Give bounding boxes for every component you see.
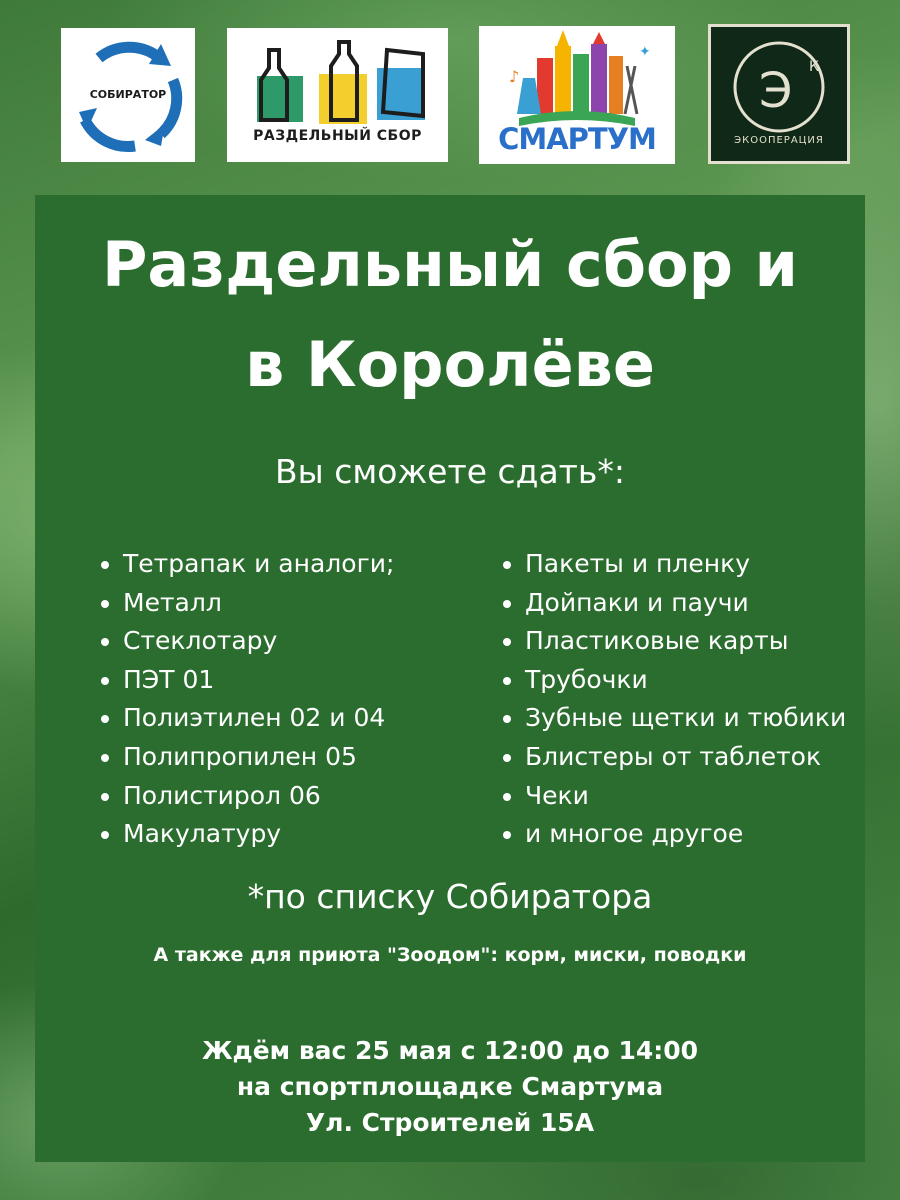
list-item: ПЭТ 01 (99, 661, 394, 700)
event-venue: на спортплощадке Смартума (236, 1072, 664, 1101)
footnote: *по списку Собиратора (247, 877, 653, 916)
title-line-1: Раздельный сбор и (101, 228, 799, 301)
sobirator-logo-text: СОБИРАТОР (89, 88, 167, 101)
list-item: Полипропилен 05 (99, 738, 394, 777)
svg-text:✦: ✦ (639, 44, 651, 60)
list-item: Блистеры от таблеток (501, 738, 846, 777)
ekooperatsiya-logo (708, 24, 850, 164)
title-line-2: в Королёве (245, 328, 655, 401)
svg-text:♪: ♪ (509, 67, 520, 86)
razdelny-sbor-logo (227, 28, 448, 162)
list-item: Пакеты и пленку (501, 545, 846, 584)
list-item: Зубные щетки и тюбики (501, 699, 846, 738)
list-item: Дойпаки и паучи (501, 584, 846, 623)
list-item: Пластиковые карты (501, 622, 846, 661)
event-address: Ул. Строителей 15А (305, 1108, 595, 1137)
list-item: Полистирол 06 (99, 777, 394, 816)
sobirator-logo (61, 28, 195, 162)
smartum-logo (479, 26, 675, 164)
list-item: Стеклотару (99, 622, 394, 661)
accepted-items-heading: Вы сможете сдать*: (275, 452, 625, 491)
list-item: Металл (99, 584, 394, 623)
list-item: Полиэтилен 02 и 04 (99, 699, 394, 738)
list-item: Тетрапак и аналоги; (99, 545, 394, 584)
list-item: и многое другое (501, 815, 846, 854)
list-item: Макулатуру (99, 815, 394, 854)
ekooperatsiya-logo-text: ЭКООПЕРАЦИЯ (734, 135, 824, 146)
list-item: Трубочки (501, 661, 846, 700)
eko-mark: Э (759, 63, 793, 119)
accepted-items-list-right (501, 545, 846, 854)
shelter-note: А также для приюта "Зоодом": корм, миски, поводки (153, 944, 747, 966)
event-details (35, 1033, 865, 1141)
razdelny-sbor-logo-text: РАЗДЕЛЬНЫЙ СБОР (253, 128, 422, 144)
event-date-time: Ждём вас 25 мая с 12:00 до 14:00 (201, 1036, 699, 1065)
list-item: Чеки (501, 777, 846, 816)
smartum-logo-text: СМАРТУМ (498, 122, 656, 156)
accepted-items-list-left (99, 545, 394, 854)
eko-k-mark: К (809, 59, 819, 75)
info-panel (35, 195, 865, 1162)
